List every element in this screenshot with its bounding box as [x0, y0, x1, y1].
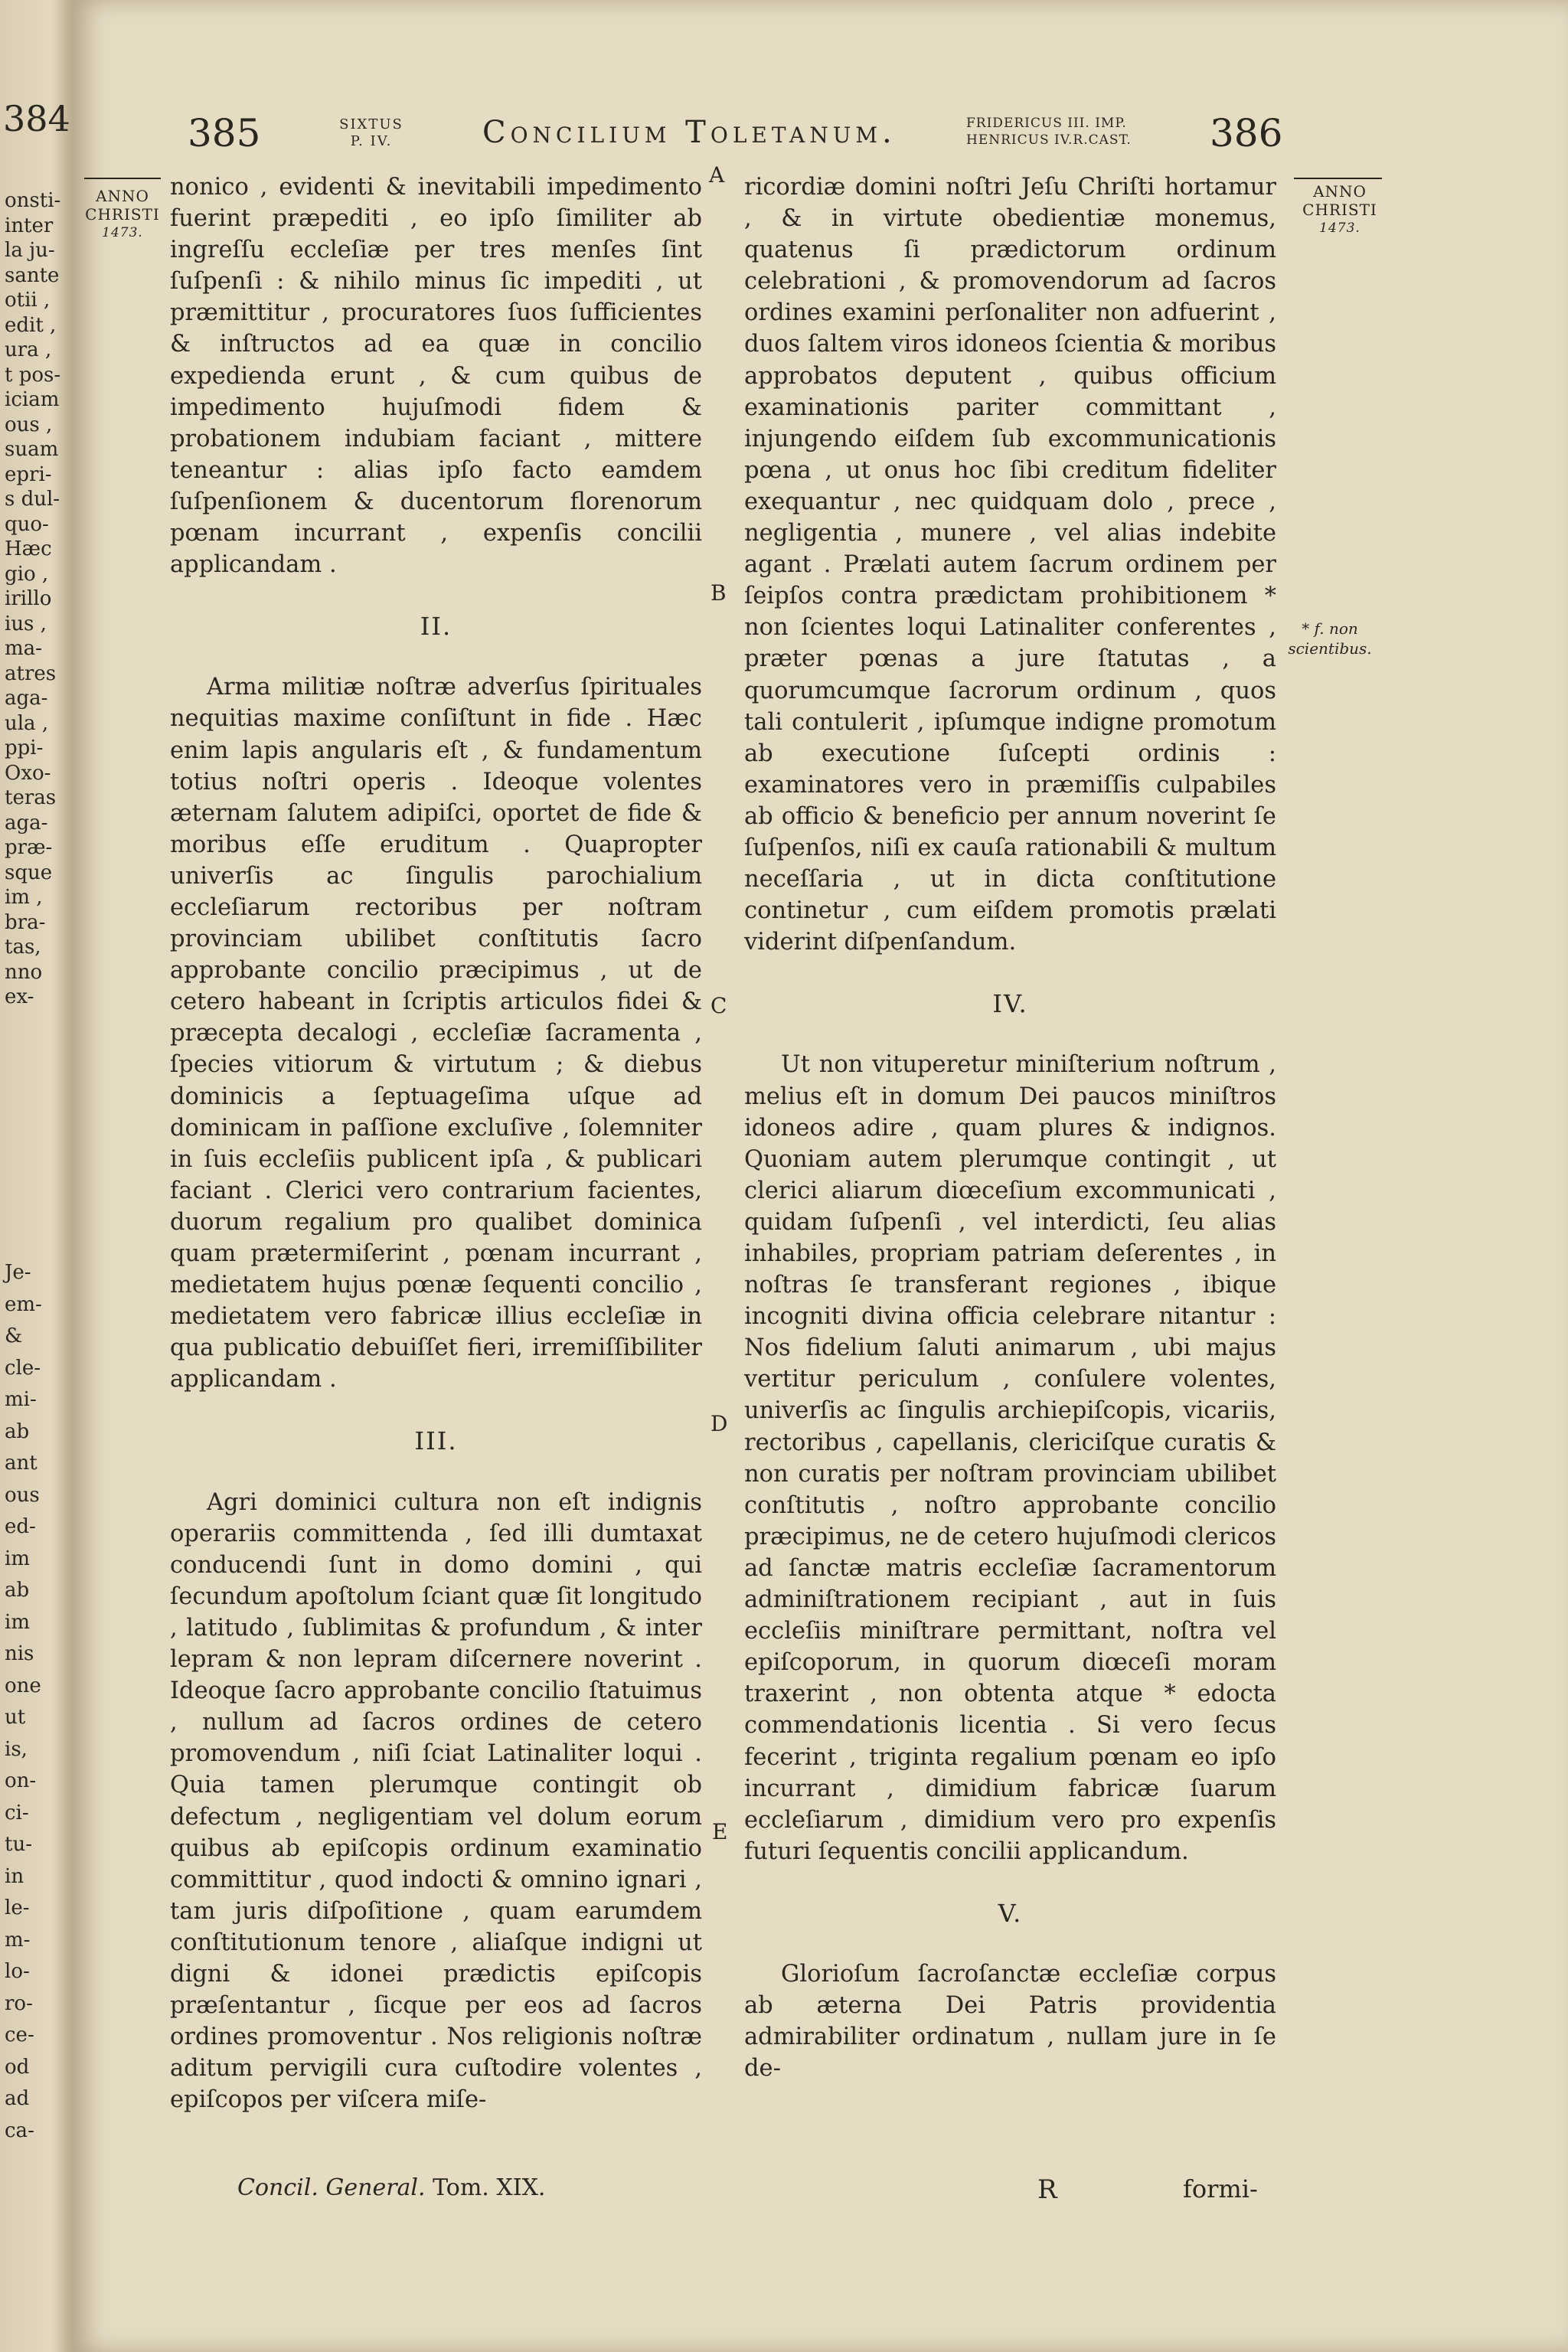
section-letter-b: B: [710, 580, 727, 606]
source-title: Concil. General.: [237, 2174, 426, 2201]
facing-page-fragment: aga-: [5, 687, 48, 710]
facing-page-fragment: ous: [5, 1483, 40, 1507]
facing-page-fragment: em-: [5, 1292, 42, 1316]
section-heading: V.: [998, 1898, 1023, 1928]
margin-rule-right: [1294, 178, 1382, 179]
facing-page-fragment: &: [5, 1325, 23, 1348]
facing-page-fragment: nno: [5, 960, 43, 984]
side-note-line2: scientibus.: [1288, 639, 1372, 658]
christi-label: CHRISTI: [85, 205, 160, 224]
facing-page-fragment: is,: [5, 1737, 28, 1761]
facing-page-fragment: Oxo-: [5, 761, 51, 785]
pope-name: SIXTUS: [339, 116, 403, 132]
section-heading: II.: [420, 612, 452, 642]
facing-page-fragment: Je-: [5, 1261, 31, 1284]
page-number-left: 385: [188, 111, 261, 155]
facing-page-fragment: mi-: [5, 1388, 37, 1411]
facing-page-fragment: ous ,: [5, 413, 53, 436]
facing-page-fragment: ab: [5, 1419, 30, 1443]
facing-page-fragment: præ-: [5, 836, 53, 859]
facing-page-fragment: irillo: [5, 587, 52, 610]
facing-page-fragment: ius ,: [5, 612, 47, 635]
paragraph: ricordiæ domini noſtri Jeſu Chriſti hortamur , & in virtute obedientiæ monemus, quatenus ſi prædictorum ordinum celebrationi , & promovendorum ad ſacros ordines examini perſonaliter non adfuerint , duos ſaltem viros idoneos ſcientia & moribus approbatos deputent , quibus officium examinationis pariter committant , injungendo eiſdem ſub excommunicationis pœna , ut onus hoc ſibi creditum fideliter exequantur , nec quidquam dolo , prece , negligentia , munere , vel alias indebite agant . Prælati autem ſacrum ordinem per ſeipſos contra prædictam prohibitionem * non ſcientes loqui Latinaliter conferentes , præter pœnas a jure ſtatutas , a quorumcumque ſacrorum ordinum , quos tali contulerit , ipſumque indigne promotum ab executione ſuſcepti ordinis : examinatores vero in præmiſſis culpabiles ab officio & beneficio per annum noverint ſe ſuſpenſos, niſi ex cauſa rationabili & multum neceſſaria , ut in dicta conſtitutione continetur , cum eiſdem promotis prælati viderint diſpenſandum.: [744, 174, 1276, 956]
king-line: HENRICUS IV.R.CAST.: [966, 132, 1132, 148]
facing-page-fragment: aga-: [5, 811, 48, 835]
facing-page-fragment: cle-: [5, 1356, 41, 1380]
signature-mark: R: [1037, 2174, 1057, 2205]
facing-page-fragment: le-: [5, 1896, 30, 1919]
facing-page-fragment: sque: [5, 861, 53, 884]
catchword: formi-: [1183, 2174, 1258, 2203]
emperor-line: FRIDERICUS III. IMP.: [966, 116, 1127, 131]
facing-page-fragment: ad: [5, 2087, 30, 2110]
facing-page-fragment: ut: [5, 1706, 26, 1729]
facing-page-fragment: atres: [5, 662, 57, 685]
year-label: 1473.: [1319, 220, 1361, 236]
paragraph: Glorioſum ſacroſanctæ eccleſiæ corpus ab æterna Dei Patris providentia admirabiliter ordinatum , nullam jure in ſe de-: [744, 1960, 1276, 2082]
facing-page-fragment: quo-: [5, 512, 49, 536]
running-head-rulers: [966, 115, 1188, 149]
running-head-title: Concilium Toletanum.: [482, 115, 897, 150]
section-heading: IV.: [992, 989, 1028, 1019]
christi-label: CHRISTI: [1302, 201, 1377, 219]
facing-page-fragment: ro-: [5, 1991, 33, 2015]
side-note: [1280, 619, 1380, 658]
facing-page-fragment: s dul-: [5, 488, 60, 511]
facing-page-fragment: ppi-: [5, 737, 44, 760]
facing-page-fragment: in: [5, 1864, 24, 1888]
facing-page-fragment: inter: [5, 214, 54, 237]
facing-page-fragment: epri-: [5, 462, 52, 486]
facing-page-fragment: tu-: [5, 1833, 32, 1856]
facing-page-fragment: tas,: [5, 936, 41, 959]
facing-page-fragment: one: [5, 1674, 41, 1697]
footer-source: [237, 2174, 545, 2201]
facing-page-fragment: im ,: [5, 886, 43, 909]
facing-page-edge: [0, 0, 73, 2352]
section-letter-e: E: [712, 1819, 728, 1844]
pope-number: P. IV.: [350, 133, 393, 149]
facing-page-fragment: ed-: [5, 1515, 36, 1538]
facing-page-fragment: m-: [5, 1928, 31, 1952]
facing-page-fragment: onsti-: [5, 189, 61, 212]
facing-page-fragment: ci-: [5, 1801, 29, 1824]
facing-page-fragment: im: [5, 1547, 30, 1570]
facing-page-fragment: ula ,: [5, 711, 49, 735]
facing-page-number: 384: [3, 98, 70, 139]
facing-page-fragment: nis: [5, 1642, 34, 1665]
anno-label: ANNO: [1313, 182, 1367, 201]
facing-page-fragment: ca-: [5, 2118, 34, 2142]
facing-page-fragment: otii ,: [5, 289, 51, 312]
facing-page-fragment: t pos-: [5, 363, 61, 387]
facing-page-fragment: ma-: [5, 637, 42, 660]
facing-page-fragment: sante: [5, 263, 60, 287]
margin-rule-left: [84, 178, 161, 179]
facing-page-fragment: im: [5, 1610, 30, 1634]
facing-page-fragment: ura ,: [5, 338, 52, 361]
running-head-pope: [325, 116, 417, 150]
margin-year-left: [84, 187, 161, 242]
section-letter-c: C: [710, 993, 727, 1018]
facing-page-fragment: edit ,: [5, 313, 57, 337]
facing-page-fragment: od: [5, 2055, 30, 2079]
text-column-left: [170, 172, 702, 2115]
margin-year-right: [1294, 182, 1386, 237]
section-letter-d: D: [710, 1411, 728, 1436]
facing-page-fragment: suam: [5, 438, 59, 461]
page-number-right: 386: [1210, 111, 1283, 155]
volume: Tom. XIX.: [433, 2174, 546, 2201]
text-column-right: [744, 172, 1276, 2084]
side-note-line1: * f. non: [1302, 619, 1358, 638]
facing-page-fragment: teras: [5, 786, 57, 809]
section-letter-a: A: [709, 162, 725, 188]
facing-page-fragment: Hæc: [5, 537, 52, 560]
facing-page-fragment: gio ,: [5, 562, 49, 586]
facing-page-fragment: lo-: [5, 1960, 30, 1983]
year-label: 1473.: [102, 225, 143, 240]
paragraph: Agri dominici cultura non eſt indignis operariis committenda , ſed illi dumtaxat conducendi ſunt in domo domini , qui ſecundum apoſtolum ſciant quæ ſit longitudo , latitudo , ſublimitas & profundum , & inter lepram & non lepram diſcernere noverint . Ideoque ſacro approbante concilio ſtatuimus , nullum ad ſacros ordines de cetero promovendum , niſi ſciat Latinaliter loqui . Quia tamen plerumque contingit ob defectum , negligentiam vel dolum eorum quibus ab epiſcopis ordinum examinatio committitur , quod indocti & omnino ignari , tam juris diſpoſitione , quam earumdem conſtitutionum tenore , aliaſque indigni ut digni & idonei prædictis epiſcopis præſentantur , ſicque per eos ad ſacros ordines promoventur . Nos religionis noſtræ aditum pervigili cura cuſtodire volentes , epiſcopos per viſcera miſe-: [170, 1488, 702, 2114]
section-heading: III.: [414, 1426, 458, 1456]
paragraph: Ut non vituperetur miniſterium noſtrum , melius eſt in domum Dei paucos miniſtros idoneos adire , quam plures & indignos. Quoniam autem plerumque contingit , ut clerici aliarum diœceſium excommunicati , quidam ſuſpenſi , vel interdicti, ſeu alias inhabiles, propriam patriam deſerentes , in noſtras ſe transferant regiones , ibique incogniti divina officia celebrare nitantur : Nos fidelium ſaluti animarum , ubi majus vertitur periculum , conſulere volentes, univerſis ac ſingulis archiepiſcopis, vicariis, rectoribus , capellanis, clericiſque curatis & non curatis per noſtram provinciam ubilibet conſtitutis , noſtro approbante concilio præcipimus, ne de cetero hujuſmodi clericos ad ſanctæ matris eccleſiæ ſacramentorum adminiſtrationem recipiant , aut in ſuis eccleſiis miniſtrare permittant, noſtra vel epiſcoporum, in quorum diœceſi moram traxerint , non obtenta atque * edocta commendationis licentia . Si vero ſecus fecerint , triginta regalium pœnam eo ipſo incurrant , dimidium fabricæ ſuarum eccleſiarum , dimidium vero pro expenſis futuri ſequentis concilii applicandum.: [744, 1051, 1276, 1865]
facing-page-fragment: iciam: [5, 388, 60, 411]
facing-page-fragment: la ju-: [5, 239, 55, 262]
facing-page-fragment: ant: [5, 1452, 38, 1475]
paragraph: nonico , evidenti & inevitabili impedimento fuerint præpediti , eo ipſo ſimiliter ab ingreſſu eccleſiæ per tres menſes ſint ſuſpenſi : & nihilo minus ſic impediti , ut præmittitur , procuratores ſuos ſufficientes & inſtructos ad ea quæ in concilio expedienda erunt , & cum quibus de impedimento hujuſmodi fidem & probationem indubiam faciant , mittere teneantur : alias ipſo facto eamdem ſuſpenſionem & ducentorum florenorum pœnam incurrant , expenſis concilii applicandam .: [170, 174, 702, 579]
facing-page-fragment: ce-: [5, 2024, 34, 2047]
facing-page-fragment: ex-: [5, 985, 34, 1008]
anno-label: ANNO: [96, 187, 149, 205]
facing-page-fragment: on-: [5, 1769, 37, 1792]
facing-page-fragment: ab: [5, 1579, 30, 1602]
facing-page-fragment: bra-: [5, 910, 46, 934]
paragraph: Arma militiæ noſtræ adverſus ſpirituales nequitias maxime conſiſtunt in fide . Hæc enim lapis angularis eſt , & fundamentum totius noſtri operis . Ideoque volentes æternam ſalutem adipiſci, oportet de fide & moribus eſſe eruditum . Quapropter univerſis ac ſingulis parochialium eccleſiarum rectoribus per noſtram provinciam ubilibet conſtitutis ſacro approbante concilio præcipimus , ut de cetero habeant in ſcriptis articulos fidei & præcepta decalogi , eccleſiæ ſacramenta , ſpecies vitiorum & virtutum ; & diebus dominicis a ſeptuageſima uſque ad dominicam in paſſione excluſive , ſolemniter in ſuis eccleſiis publicent ipſa , & publicari faciant . Clerici vero contrarium facientes, duorum regalium pro qualibet dominica quam prætermiſerint , pœnam incurrant , medietatem hujus pœnæ ſequenti concilio , medietatem vero fabricæ illius eccleſiæ in qua publicatio debuiſſet fieri, irremiſſibiliter applicandam .: [170, 674, 702, 1393]
